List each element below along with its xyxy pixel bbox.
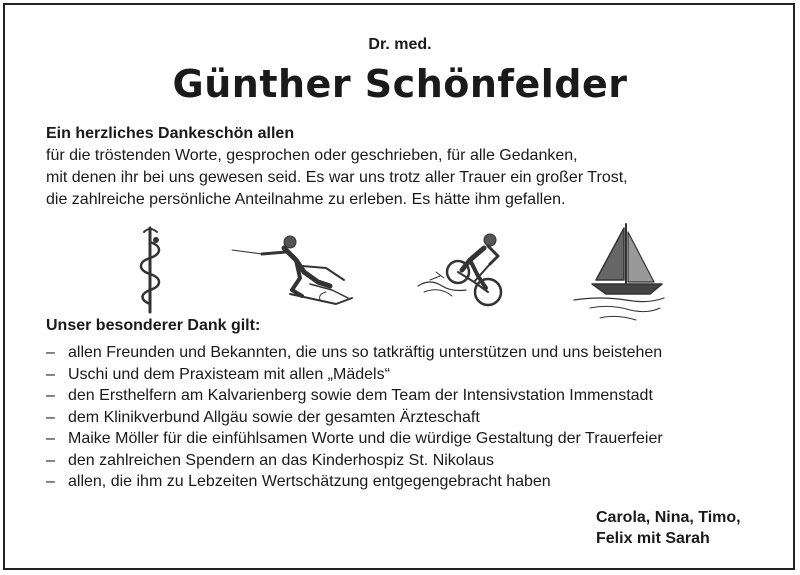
list-item-text: allen Freunden und Bekannten, die uns so tatkräftig unterstützen und uns beistehen bbox=[68, 344, 663, 361]
intro-line: für die tröstenden Worte, gesprochen oder geschrieben, für alle Gedanken, bbox=[46, 147, 578, 164]
list-bullet: – bbox=[46, 430, 55, 447]
list-item bbox=[46, 364, 786, 386]
caduceus-icon bbox=[141, 228, 159, 312]
list-item bbox=[46, 342, 786, 364]
illustration-row bbox=[0, 220, 800, 330]
thanks-heading: Unser besonderer Dank gilt: bbox=[46, 317, 261, 334]
thanks-list bbox=[46, 342, 786, 493]
list-item bbox=[46, 407, 786, 429]
list-bullet: – bbox=[46, 473, 55, 490]
list-item-text: den Ersthelfern am Kalvarienberg sowie dem Team der Intensivstation Immenstadt bbox=[68, 387, 653, 404]
title-prefix: Dr. med. bbox=[368, 36, 432, 53]
list-item-text: Maike Möller für die einfühlsamen Worte und die würdige Gestaltung der Trauerfeier bbox=[68, 430, 663, 447]
list-bullet: – bbox=[46, 387, 55, 404]
signature-line: Felix mit Sarah bbox=[596, 530, 710, 547]
list-item-text: allen, die ihm zu Lebzeiten Wertschätzung entgegengebracht haben bbox=[68, 473, 551, 490]
intro-text bbox=[46, 123, 766, 211]
list-item-text: Uschi und dem Praxisteam mit allen „Mädels“ bbox=[68, 365, 390, 383]
list-bullet: – bbox=[46, 451, 55, 469]
list-bullet: – bbox=[46, 365, 55, 383]
intro-line: mit denen ihr bei uns gewesen seid. Es war uns trotz aller Trauer ein großer Trost, bbox=[46, 169, 628, 186]
list-item bbox=[46, 450, 786, 472]
list-item bbox=[46, 471, 786, 493]
list-item-text: den zahlreichen Spendern an das Kinderhospiz St. Nikolaus bbox=[68, 451, 495, 469]
skier-icon bbox=[232, 236, 352, 304]
intro-line: die zahlreiche persönliche Anteilnahme zu erleben. Es hätte ihm gefallen. bbox=[46, 191, 566, 208]
sailboat-icon bbox=[574, 224, 664, 320]
signature-line: Carola, Nina, Timo, bbox=[596, 509, 741, 526]
list-item-text: dem Klinikverbund Allgäu sowie der gesamten Ärzteschaft bbox=[68, 408, 480, 426]
intro-lead: Ein herzliches Dankeschön allen bbox=[46, 125, 295, 142]
list-bullet: – bbox=[46, 408, 55, 426]
cyclist-icon bbox=[418, 234, 501, 305]
signature bbox=[596, 507, 741, 549]
list-item bbox=[46, 428, 786, 450]
list-item bbox=[46, 385, 786, 407]
deceased-name: Günther Schönfelder bbox=[172, 62, 628, 106]
list-bullet: – bbox=[46, 344, 55, 361]
